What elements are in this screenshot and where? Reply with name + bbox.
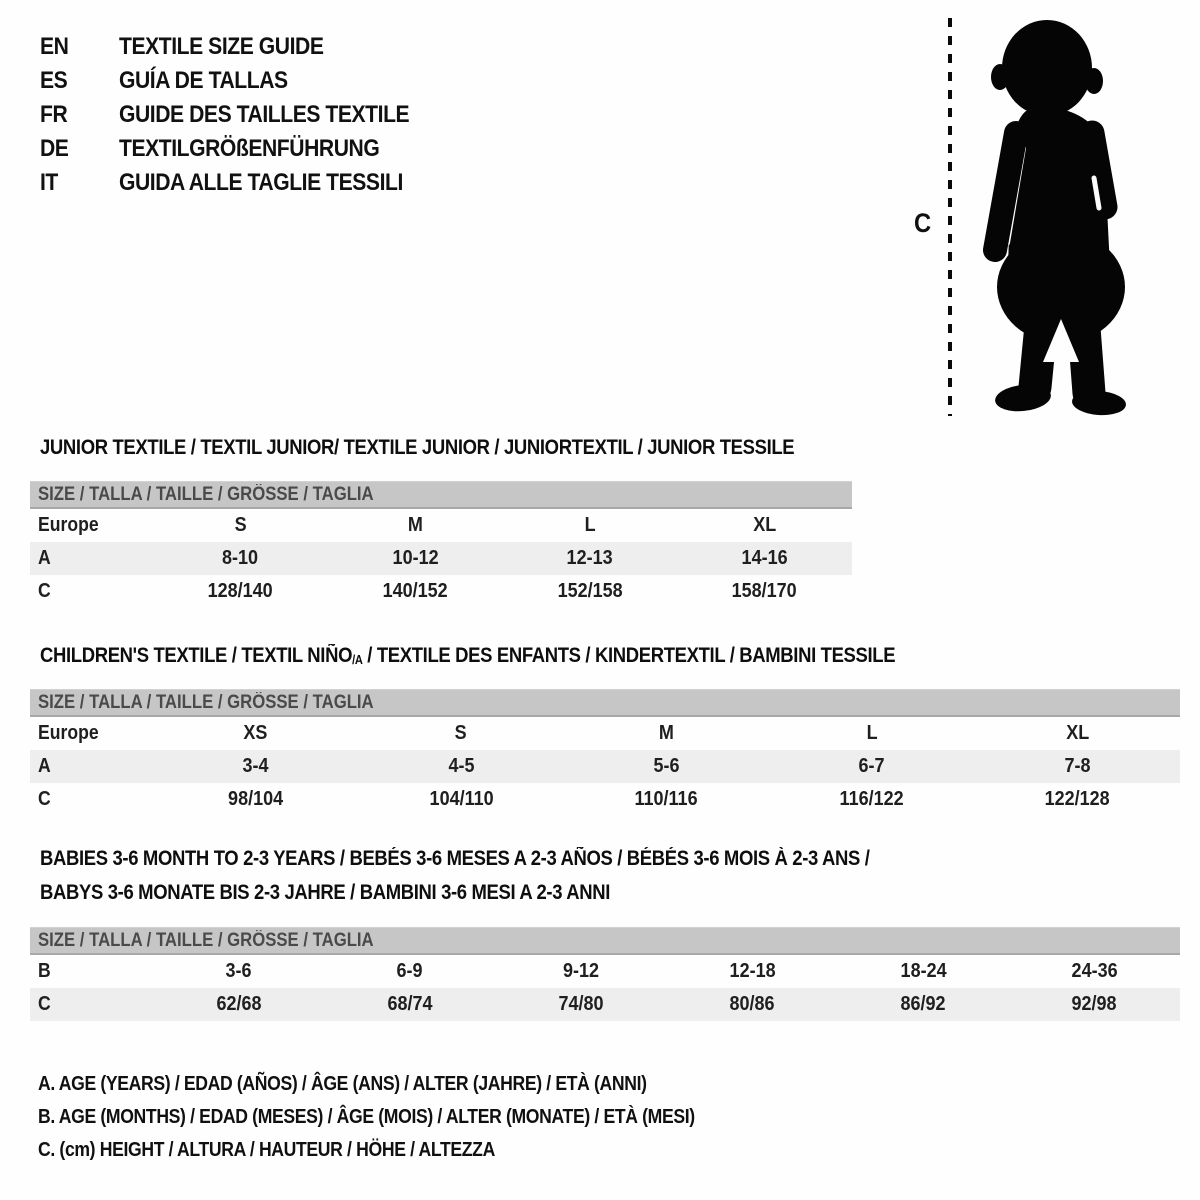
- table-row: [30, 955, 1180, 988]
- value-cell: [328, 542, 503, 575]
- value-cell: [564, 717, 769, 750]
- value-cell: [153, 750, 358, 783]
- size-header-bar: [30, 481, 852, 509]
- language-title-text: GUIDA ALLE TAGLIE TESSILI: [119, 169, 403, 196]
- cell-text: 5-6: [653, 755, 680, 777]
- cell-text: 140/152: [382, 580, 448, 602]
- table-row: [30, 750, 1180, 783]
- cell-text: 6-9: [396, 960, 423, 982]
- language-title-text: TEXTILE SIZE GUIDE: [119, 33, 324, 60]
- language-title: [119, 64, 311, 98]
- height-measure-figure: [900, 0, 1200, 430]
- cell-text: 110/116: [634, 788, 699, 810]
- legend-line: [38, 1134, 784, 1167]
- value-cell: [975, 750, 1180, 783]
- cell-text: B: [38, 960, 51, 982]
- cell-text: 98/104: [228, 788, 284, 810]
- value-cell: [153, 783, 358, 816]
- height-measure-dashed-line: [948, 18, 952, 416]
- cell-text: L: [866, 722, 878, 744]
- value-cell: [503, 509, 678, 542]
- cell-text: 12-18: [729, 960, 776, 982]
- size-header-text: SIZE / TALLA / TAILLE / GRÖSSE / TAGLIA: [38, 692, 374, 713]
- cell-text: 9-12: [562, 960, 599, 982]
- value-cell: [358, 717, 563, 750]
- silhouette-right-leg: [1083, 315, 1089, 393]
- junior-section-title: [40, 436, 897, 460]
- children-title-pre: CHILDREN'S TEXTILE / TEXTIL NIÑO: [40, 644, 353, 667]
- size-header-bar: [30, 689, 1180, 717]
- language-title: [119, 132, 415, 166]
- children-title-post: / TEXTILE DES ENFANTS / KINDERTEXTIL / BAMBINI TESSILE: [362, 644, 896, 667]
- silhouette-head: [1002, 20, 1092, 116]
- value-cell: [495, 955, 666, 988]
- value-cell: [838, 955, 1009, 988]
- cell-text: 4-5: [448, 755, 475, 777]
- height-measure-label: [914, 208, 934, 239]
- measure-label-text: C: [914, 208, 932, 238]
- size-header-text: SIZE / TALLA / TAILLE / GRÖSSE / TAGLIA: [38, 484, 374, 505]
- language-title-text: TEXTILGRÖßENFÜHRUNG: [119, 135, 380, 162]
- value-cell: [324, 955, 495, 988]
- value-cell: [975, 783, 1180, 816]
- cell-text: 80/86: [729, 993, 775, 1015]
- language-code: [40, 64, 119, 98]
- language-title: [119, 166, 442, 200]
- value-cell: [153, 717, 358, 750]
- language-title-text: GUIDE DES TAILLES TEXTILE: [119, 101, 410, 128]
- legend-line-text: C. (cm) HEIGHT / ALTURA / HAUTEUR / HÖHE / ALTEZZA: [38, 1139, 495, 1161]
- cell-text: 3-6: [225, 960, 252, 982]
- table-row: [30, 988, 1180, 1021]
- legend-line: [38, 1101, 784, 1134]
- measurement-legend: [38, 1068, 784, 1167]
- value-cell: [358, 750, 563, 783]
- cell-text: M: [659, 722, 675, 744]
- children-title-sub: /A: [352, 652, 363, 667]
- cell-text: 62/68: [216, 993, 262, 1015]
- row-label-cell: [30, 955, 153, 988]
- value-cell: [769, 750, 974, 783]
- cell-text: 86/92: [900, 993, 946, 1015]
- silhouette-left-leg: [1035, 315, 1042, 387]
- language-row: [40, 64, 449, 98]
- cell-text: 68/74: [387, 993, 433, 1015]
- language-title: [119, 98, 449, 132]
- size-header-bar: [30, 927, 1180, 955]
- value-cell: [667, 955, 838, 988]
- value-cell: [769, 783, 974, 816]
- legend-line-text: A. AGE (YEARS) / EDAD (AÑOS) / ÂGE (ANS) / ALTER (JAHRE) / ETÀ (ANNI): [38, 1073, 647, 1095]
- value-cell: [1009, 955, 1180, 988]
- language-code-text: DE: [40, 135, 69, 162]
- cell-text: C: [38, 788, 51, 810]
- value-cell: [564, 783, 769, 816]
- cell-text: 122/128: [1044, 788, 1110, 810]
- cell-text: 3-4: [242, 755, 269, 777]
- children-table-rows: [30, 717, 1180, 816]
- table-row: [30, 575, 852, 608]
- language-code: [40, 166, 119, 200]
- junior-table-rows: [30, 509, 852, 608]
- language-row: [40, 166, 449, 200]
- language-title-text: GUÍA DE TALLAS: [119, 67, 288, 94]
- row-label-cell: [30, 988, 153, 1021]
- cell-text: 128/140: [207, 580, 273, 602]
- cell-text: S: [455, 722, 468, 744]
- language-row: [40, 98, 449, 132]
- language-code-text: ES: [40, 67, 68, 94]
- value-cell: [1009, 988, 1180, 1021]
- language-code-text: FR: [40, 101, 68, 128]
- table-row: [30, 717, 1180, 750]
- value-cell: [677, 509, 852, 542]
- cell-text: 104/110: [429, 788, 494, 810]
- cell-text: 14-16: [741, 547, 788, 569]
- language-row: [40, 132, 449, 166]
- cell-text: Europe: [38, 722, 99, 744]
- value-cell: [503, 575, 678, 608]
- children-size-table: [30, 689, 1180, 816]
- value-cell: [153, 988, 324, 1021]
- value-cell: [677, 575, 852, 608]
- cell-text: C: [38, 993, 51, 1015]
- language-code: [40, 132, 119, 166]
- row-label-cell: [30, 750, 153, 783]
- value-cell: [153, 955, 324, 988]
- cell-text: XL: [753, 514, 777, 536]
- value-cell: [153, 542, 328, 575]
- row-label-cell: [30, 542, 153, 575]
- cell-text: Europe: [38, 514, 99, 536]
- language-title-list: [40, 30, 449, 200]
- babies-table-rows: [30, 955, 1180, 1021]
- junior-size-table: [30, 481, 852, 608]
- children-section-title: [40, 644, 1012, 670]
- language-row: [40, 30, 449, 64]
- value-cell: [677, 542, 852, 575]
- cell-text: 116/122: [839, 788, 904, 810]
- language-code: [40, 30, 119, 64]
- language-code: [40, 98, 119, 132]
- cell-text: M: [407, 514, 423, 536]
- cell-text: 8-10: [222, 547, 259, 569]
- babies-section-title: [40, 847, 983, 905]
- table-row: [30, 542, 852, 575]
- cell-text: C: [38, 580, 51, 602]
- language-code-text: EN: [40, 33, 69, 60]
- value-cell: [328, 509, 503, 542]
- value-cell: [328, 575, 503, 608]
- table-row: [30, 509, 852, 542]
- children-section-title-text: [40, 644, 895, 670]
- cell-text: 10-12: [392, 547, 439, 569]
- cell-text: 158/170: [732, 580, 798, 602]
- cell-text: 18-24: [900, 960, 947, 982]
- table-row: [30, 783, 1180, 816]
- value-cell: [153, 575, 328, 608]
- row-label-cell: [30, 509, 153, 542]
- cell-text: L: [584, 514, 596, 536]
- cell-text: 6-7: [858, 755, 885, 777]
- junior-section-title-text: JUNIOR TEXTILE / TEXTIL JUNIOR/ TEXTILE JUNIOR / JUNIORTEXTIL / JUNIOR TESSILE: [40, 436, 795, 459]
- babies-title-line1: BABIES 3-6 MONTH TO 2-3 YEARS / BEBÉS 3-6 MESES A 2-3 AÑOS / BÉBÉS 3-6 MOIS À 2-3 ANS /: [40, 847, 870, 870]
- cell-text: 74/80: [558, 993, 604, 1015]
- cell-text: 92/98: [1071, 993, 1117, 1015]
- cell-text: 152/158: [557, 580, 623, 602]
- legend-line-text: B. AGE (MONTHS) / EDAD (MESES) / ÂGE (MOIS) / ALTER (MONATE) / ETÀ (MESI): [38, 1106, 695, 1128]
- row-label-cell: [30, 575, 153, 608]
- toddler-silhouette-image: [964, 15, 1136, 417]
- legend-line: [38, 1068, 784, 1101]
- cell-text: S: [234, 514, 247, 536]
- value-cell: [358, 783, 563, 816]
- cell-text: A: [38, 755, 51, 777]
- cell-text: A: [38, 547, 51, 569]
- cell-text: XL: [1065, 722, 1089, 744]
- value-cell: [324, 988, 495, 1021]
- language-code-text: IT: [40, 169, 58, 196]
- row-label-cell: [30, 717, 153, 750]
- cell-text: 7-8: [1064, 755, 1091, 777]
- value-cell: [153, 509, 328, 542]
- value-cell: [838, 988, 1009, 1021]
- babies-title-line2: BABYS 3-6 MONATE BIS 2-3 JAHRE / BAMBINI 3-6 MESI A 2-3 ANNI: [40, 881, 610, 904]
- size-header-text: SIZE / TALLA / TAILLE / GRÖSSE / TAGLIA: [38, 930, 374, 951]
- value-cell: [503, 542, 678, 575]
- language-title: [119, 30, 351, 64]
- value-cell: [667, 988, 838, 1021]
- value-cell: [769, 717, 974, 750]
- cell-text: XS: [243, 722, 268, 744]
- value-cell: [564, 750, 769, 783]
- row-label-cell: [30, 783, 153, 816]
- cell-text: 12-13: [566, 547, 613, 569]
- cell-text: 24-36: [1071, 960, 1118, 982]
- value-cell: [495, 988, 666, 1021]
- value-cell: [975, 717, 1180, 750]
- babies-size-table: [30, 927, 1180, 1021]
